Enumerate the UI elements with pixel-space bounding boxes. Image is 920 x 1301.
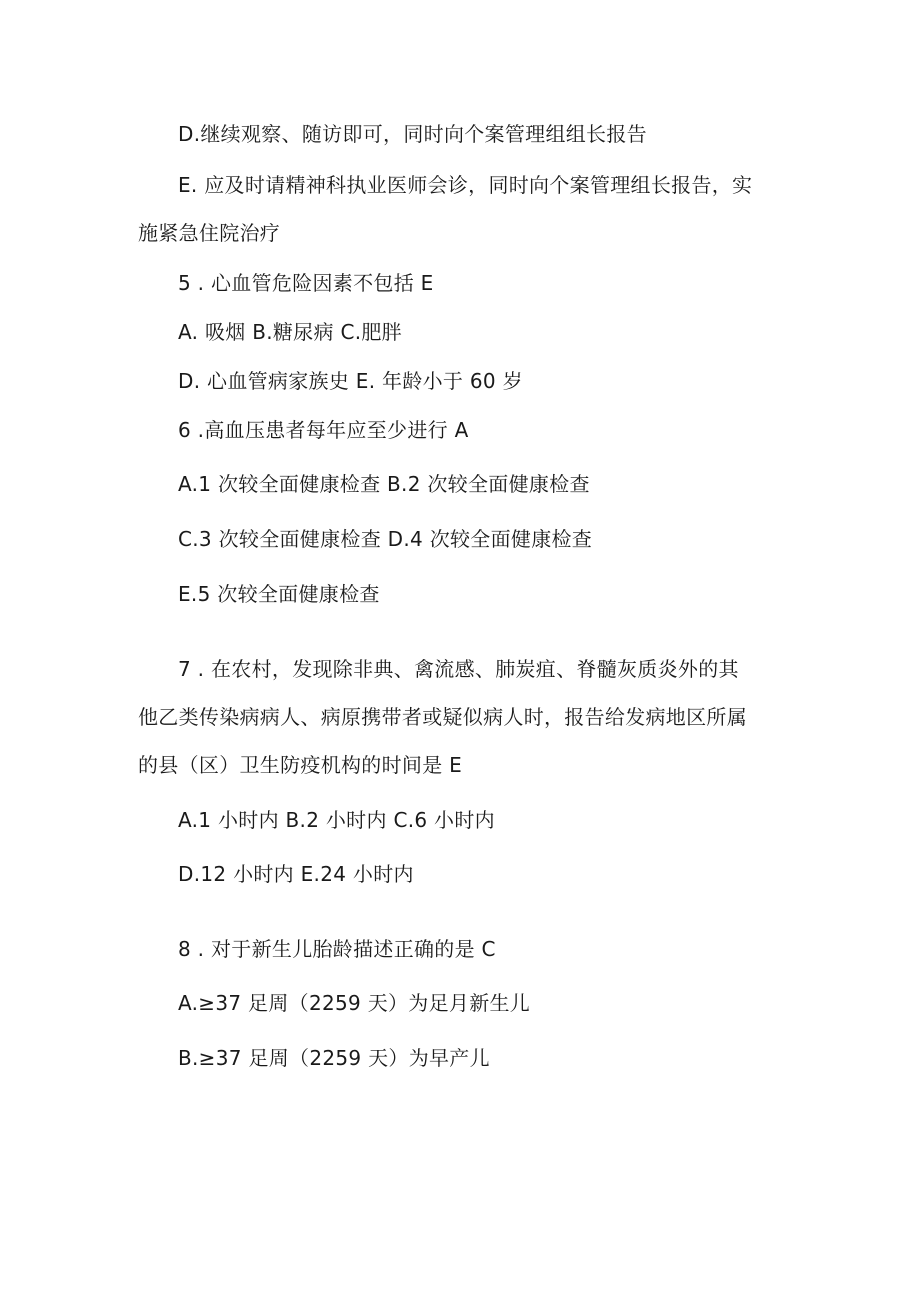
q6-option-e: E.5 次较全面健康检查	[178, 582, 380, 606]
q6-question: 6 .高血压患者每年应至少进行 A	[178, 418, 469, 442]
q4-option-e-line1: E. 应及时请精神科执业医师会诊，同时向个案管理组长报告，实	[178, 173, 753, 197]
q4-option-e-line2: 施紧急住院治疗	[138, 221, 281, 245]
q7-question-line2: 他乙类传染病病人、病原携带者或疑似病人时，报告给发病地区所属	[138, 705, 747, 729]
q7-question-line1: 7 . 在农村，发现除非典、禽流感、肺炭疽、脊髓灰质炎外的其	[178, 657, 739, 681]
q5-question: 5 . 心血管危险因素不包括 E	[178, 271, 434, 295]
q5-options-de: D. 心血管病家族史 E. 年龄小于 60 岁	[178, 369, 523, 393]
q8-option-b: B.≥37 足周（2259 天）为早产儿	[178, 1046, 490, 1070]
q7-options-abc: A.1 小时内 B.2 小时内 C.6 小时内	[178, 808, 495, 832]
q8-question: 8 . 对于新生儿胎龄描述正确的是 C	[178, 937, 496, 961]
q8-option-a: A.≥37 足周（2259 天）为足月新生儿	[178, 991, 531, 1015]
q5-options-abc: A. 吸烟 B.糖尿病 C.肥胖	[178, 320, 402, 344]
q6-options-ab: A.1 次较全面健康检查 B.2 次较全面健康检查	[178, 472, 590, 496]
q6-options-cd: C.3 次较全面健康检查 D.4 次较全面健康检查	[178, 527, 593, 551]
q7-options-de: D.12 小时内 E.24 小时内	[178, 862, 414, 886]
q4-option-d: D.继续观察、随访即可，同时向个案管理组组长报告	[178, 122, 647, 146]
q7-question-line3: 的县（区）卫生防疫机构的时间是 E	[138, 753, 463, 777]
